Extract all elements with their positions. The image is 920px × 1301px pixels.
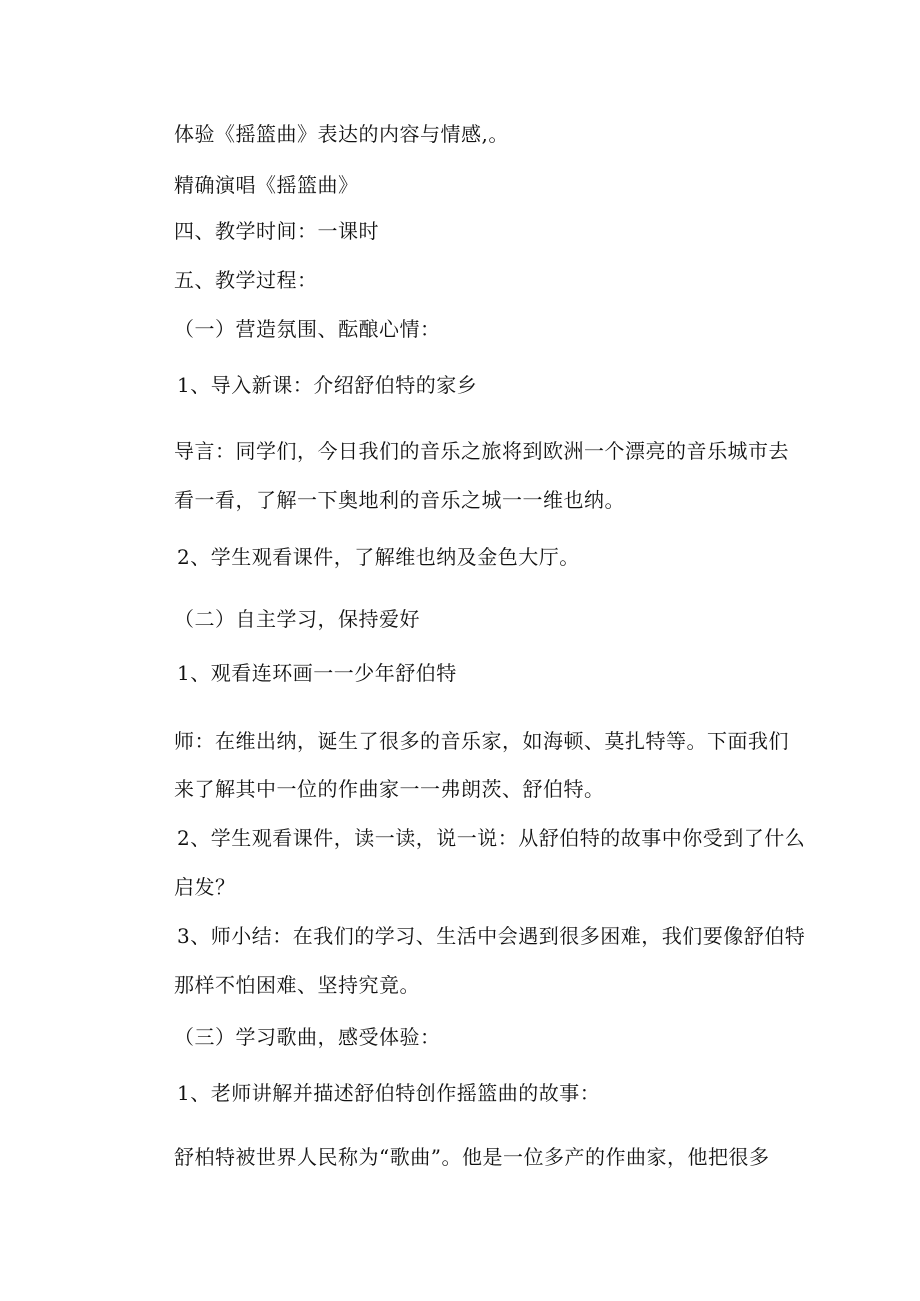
text-line: 看一看，了解一下奥地利的音乐之城一一维也纳。	[174, 488, 625, 512]
text-line: 3、师小结：在我们的学习、生活中会遇到很多困难，我们要像舒伯特	[177, 924, 806, 948]
text-line: 那样不怕困难、坚持究竟。	[174, 973, 420, 997]
subsection-heading: （一）营造氛围、酝酿心情：	[174, 317, 441, 341]
subsection-heading: （二）自主学习，保持爱好	[174, 607, 420, 631]
text-line: 1、观看连环画一一少年舒伯特	[177, 661, 457, 685]
text-line: 舒柏特被世界人民称为“歌曲”。他是一位多产的作曲家，他把很多	[174, 1145, 770, 1169]
section-heading: 四、教学时间：一课时	[174, 219, 379, 243]
text-line: 1、导入新课：介绍舒伯特的家乡	[177, 373, 478, 397]
text-line: 启发？	[174, 875, 236, 899]
text-line: 来了解其中一位的作曲家一一弗朗茨、舒伯特。	[174, 777, 605, 801]
text-line: 2、学生观看课件，了解维也纳及金色大厅。	[177, 545, 580, 569]
text-line: 1、老师讲解并描述舒伯特创作摇篮曲的故事：	[177, 1081, 601, 1105]
text-line: 体验《摇篮曲》表达的内容与情感,。	[174, 122, 509, 146]
section-heading: 五、教学过程：	[174, 268, 318, 292]
subsection-heading: （三）学习歌曲，感受体验：	[174, 1025, 441, 1049]
text-line: 精确演唱《摇篮曲》	[174, 173, 359, 197]
text-line: 师：在维出纳，诞生了很多的音乐家，如海顿、莫扎特等。下面我们	[174, 729, 789, 753]
text-line: 2、学生观看课件，读一读，说一说：从舒伯特的故事中你受到了什么	[177, 826, 806, 850]
text-line: 导言：同学们，今日我们的音乐之旅将到欧洲一个漂亮的音乐城市去	[174, 439, 789, 463]
